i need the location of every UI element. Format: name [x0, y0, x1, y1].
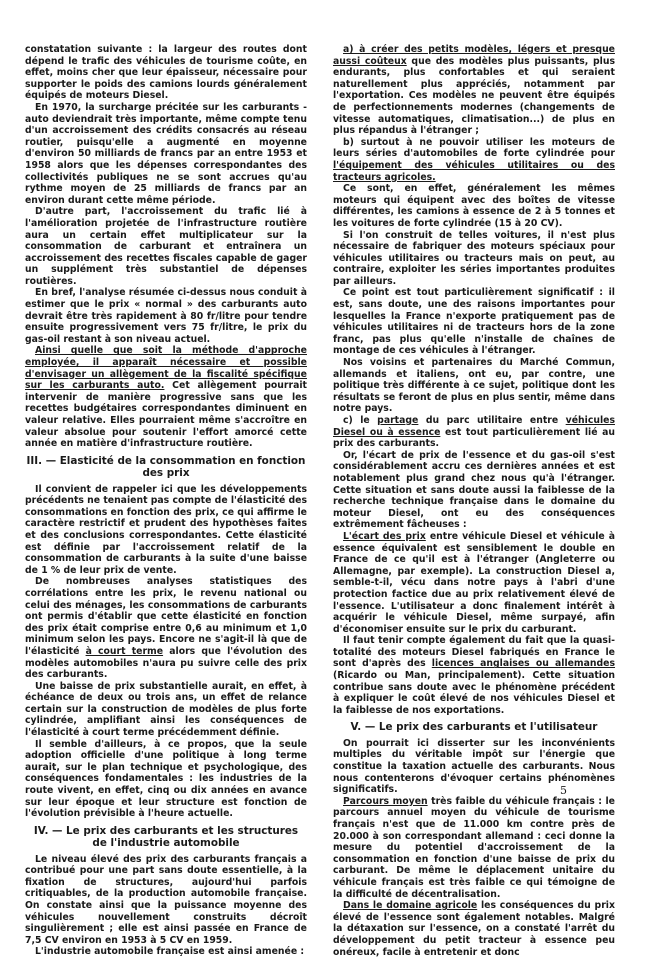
paragraph: On pourrait ici disserter sur les inconvénients multiples du véritable impôt sur l'énergie que constitue la taxation actuelle des carburants. Nous nous contenterons d'évoquer certains phénomènes significatifs.	[333, 737, 615, 796]
text-run: b) surtout à ne pouvoir utiliser les moteurs de leurs séries d'automobiles de forte cylindrée pour	[333, 136, 615, 160]
paragraph	[333, 415, 615, 450]
underlined-text: Ainsi quelle que soit la méthode d'approche employée, il apparaît nécessaire et possible d'envisager un allègement de la fiscalité spécifique sur les carburants auto.	[25, 345, 307, 392]
underlined-text: L'écart des prix	[343, 530, 426, 542]
paragraph: Ce point est tout particulièrement significatif : il est, sans doute, une des raisons importantes pour lesquelles la France n'exporte pratiquement pas de véhicules utilitaires ni de tracteurs hors de la zone franc, pas plus qu'elle n'installe de chaînes de montage de ces véhicules à l'étranger.	[333, 287, 615, 357]
paragraph: L'industrie automobile française est ainsi amenée :	[35, 946, 305, 958]
left-column	[25, 44, 307, 958]
text-run: Il faut tenir compte également du fait que la quasi-totalité des moteurs Diesel fabriqués en France le sont d'après des	[333, 635, 615, 670]
paragraph	[333, 531, 615, 635]
paragraph: D'autre part, l'accroissement du trafic lié à l'amélioration projetée de l'infrastructure routière aura un certain effet multiplicateur sur la consommation de carburant et entraînera un accroissement des recettes fiscales capable de gager un supplément très substantiel de dépenses routières.	[25, 206, 307, 287]
underlined-text: partage	[377, 415, 419, 426]
text-run: entre véhicule Diesel et véhicule à essence équivalent est sensiblement le double en France de ce qu'il est à l'étranger (Angleterre ou Allemagne, par exemple). La construction Diesel a, semble-t-il, vécu dans notre pays à l'abri d'une protection factice due au prix relativement élevé de l'essence. L'utilisateur a donc finalement intérêt à acquérir le véhicule Diesel, même surpayé, afin d'économiser ensuite sur le prix du carburant.	[333, 530, 615, 635]
paragraph: Il semble d'ailleurs, à ce propos, que la seule adoption officielle d'une politique à long terme aurait, sur le plan technique et psychologique, des conséquences fondamentales : les industries de la route vivent, en effet, cinq ou dix années en avance sur leur époque et leur structure est fonction de l'évolution prévisible à l'heure actuelle.	[25, 738, 307, 820]
text-run: les conséquences du prix élevé de l'essence sont également notables. Malgré la détaxation sur l'essence, on a constaté l'arrêt du développement du petit tracteur à essence peu onéreux, facile à entretenir et donc	[333, 900, 615, 958]
underlined-text: Dans le domaine agricole	[343, 900, 478, 912]
text-run: très faible du véhicule français : le parcours annuel moyen du véhicule de tourisme français n'est que de 11.000 km contre près de 20.000 à son correspondant allemand : ceci donne la mesure du potentiel d'accroissement de la consommation en fonction d'une baisse de prix du carburant. De même le déplacement unitaire du véhicule français est très faible ce qui témoigne de la difficulté de décentralisation.	[333, 795, 615, 900]
text-run: (Ricardo ou Man, principalement). Cette situation contribue sans doute avec le phénomène précédent à expliquer le coût élevé de nos véhicules Diesel et la faiblesse de nos exportations.	[333, 670, 615, 716]
paragraph: En 1970, la surcharge précitée sur les carburants - auto deviendrait très importante, même compte tenu d'un accroissement des crédits consacrés au réseau routier, puisqu'elle a augmenté en moyenne d'environ 50 milliards de francs par an entre 1953 et 1958 alors que les dépenses correspondantes des collectivités publiques ne se sont accrues qu'au rythme moyen de 25 milliards de francs par an environ durant cette même période.	[25, 101, 307, 206]
paragraph: Le niveau élevé des prix des carburants français a contribué pour une part sans doute essentielle, à la fixation de structures, aujourd'hui parfois critiquables, de la production automobile française. On constate ainsi que la puissance moyenne des véhicules nouvellement construits décroît singulièrement ; elle est ainsi passée en France de 7,5 CV environ en 1953 à 5 CV en 1959.	[25, 853, 307, 946]
text-run: du parc utilitaire entre	[418, 415, 566, 426]
paragraph: Une baisse de prix substantielle aurait, en effet, à échéance de deux ou trois ans, un effet de relance certain sur la construction de modèles de plus forte cylindrée, amplifiant ainsi les conséquences de l'élasticité à court terme précédemment définie.	[25, 680, 307, 739]
paragraph: Or, l'écart de prix de l'essence et du gas-oil s'est considérablement accru ces dernières années et est notablement plus grand chez nous qu'à l'étranger. Cette situation et sans doute aussi la faiblesse de la recherche technique française dans le domaine du moteur Diesel, ont eu des conséquences extrêmement fâcheuses :	[333, 449, 615, 531]
right-column	[333, 44, 615, 958]
text-run: est tout particulièrement lié au prix des carburants.	[333, 426, 615, 450]
paragraph: Ce sont, en effet, généralement les mêmes moteurs qui équipent avec des boîtes de vitesse différentes, les camions à essence de 2 à 5 tonnes et les voitures de forte cylindrée (15 à 20 CV).	[333, 183, 615, 229]
paragraph: constatation suivante : la largeur des routes dont dépend le trafic des véhicules de tourisme coûte, en effet, moins cher que leur épaisseur, nécessaire pour supporter le poids des camions lourds généralement équipés de moteurs Diesel.	[25, 44, 307, 102]
paragraph: Si l'on construit de telles voitures, il n'est plus nécessaire de fabriquer des moteurs spéciaux pour véhicules utilitaires ou tracteurs mais on peut, au contraire, exploiter les séries importantes produites par ailleurs.	[333, 229, 615, 287]
paragraph	[333, 137, 615, 183]
underlined-text: Parcours moyen	[343, 795, 428, 807]
paragraph	[333, 796, 615, 900]
underlined-text: l'équipement des véhicules utilitaires ou des tracteurs agricoles.	[333, 159, 615, 183]
section-heading-iv: IV. — Le prix des carburants et les structures de l'industrie automobile	[33, 824, 299, 850]
paragraph	[333, 635, 615, 716]
section-heading-v: V. — Le prix des carburants et l'utilisateur	[350, 721, 598, 734]
paragraph	[25, 345, 307, 449]
paragraph: En bref, l'analyse résumée ci-dessus nous conduit à estimer que le prix « normal » des carburants auto devrait être très rapidement à 80 fr/litre pour tendre ensuite progressivement vers 75 fr/litre, le prix du gas-oil restant à son niveau actuel.	[25, 287, 307, 345]
text-run: alors que l'évolution des modèles automobiles n'aura pu suivre celle des prix des carburants.	[25, 645, 307, 681]
paragraph: Nos voisins et partenaires du Marché Commun, allemands et italiens, ont eu, par contre, une politique très différente à ce sujet, politique dont les résultats se feront de plus en plus sentir, même dans notre pays.	[333, 357, 615, 415]
text-run: Cet allègement pourrait intervenir de manière progressive sans que les recettes budgétaires correspondantes diminuent en valeur relative. Elles pourraient même s'accroître en valeur absolue pour soutenir l'effort amorcé cette année en matière d'infrastructure routière.	[25, 380, 307, 450]
text-run: que des modèles plus puissants, plus endurants, plus confortables et qui seraient naturellement plus appréciés, notamment par l'exportation. Ces modèles ne peuvent être équipés de perfectionnements modernes (changements de vitesse automatiques, climatisation...) de plus en plus répandus à l'étranger ;	[333, 55, 615, 137]
paragraph	[333, 44, 615, 137]
paragraph	[333, 900, 615, 958]
underlined-text: licences anglaises ou allemandes	[431, 658, 616, 670]
underlined-text: véhicules Diesel ou à essence	[333, 415, 615, 438]
underlined-text: à court terme	[85, 645, 164, 657]
page-number: 5	[560, 784, 567, 797]
paragraph: Il convient de rappeler ici que les développements précédents ne tenaient pas compte de l'élasticité des consommations en fonction des prix, ce qui affirme le caractère restrictif et prudent des hypothèses faites et des conclusions correspondantes. Cette élasticité est définie par l'accroissement relatif de la consommation de carburants à la suite d'une baisse de 1 % de leur prix de vente.	[25, 483, 308, 576]
underlined-text: a) à créer des petits modèles, légers et presque aussi coûteux	[333, 44, 615, 67]
section-heading-iii: III. — Elasticité de la consommation en fonction des prix	[26, 454, 306, 480]
text-run: De nombreuses analyses statistiques des corrélations entre les prix, le revenu national ou celui des ménages, les consommations de carburants ont permis d'établir que cette élasticité en fonction des prix était comprise entre 0,6 au minimum et 1,0 minimum selon les pays. Encore ne s'agit-il là que de l'élasticité	[25, 576, 307, 657]
paragraph	[25, 576, 307, 680]
text-run: c) le	[343, 415, 378, 426]
